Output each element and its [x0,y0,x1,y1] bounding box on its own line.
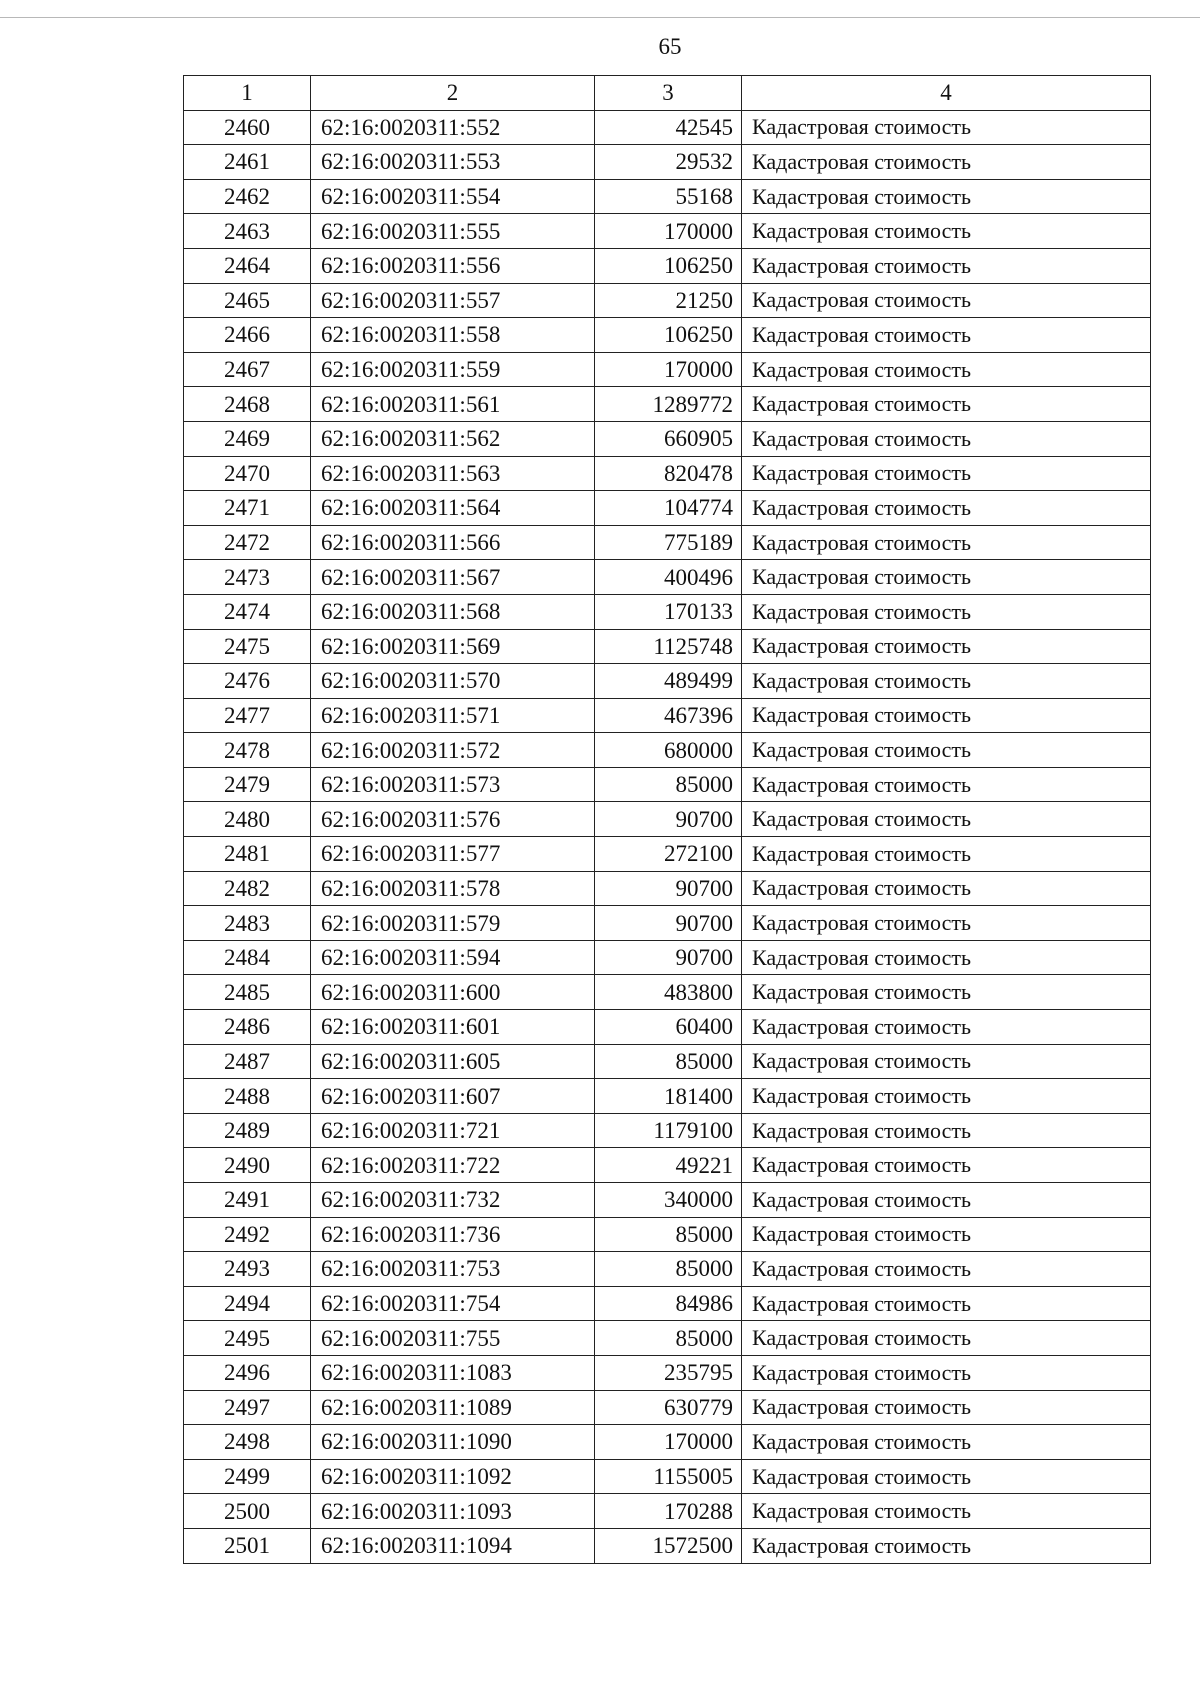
cost-value-cell: 680000 [595,733,742,768]
table-row [184,387,1151,422]
cost-value-cell: 106250 [595,248,742,283]
table-row [184,248,1151,283]
cost-value-cell: 170000 [595,1425,742,1460]
value-type-cell: Кадастровая стоимость [742,1252,1151,1287]
cost-value-cell: 170133 [595,594,742,629]
row-number-cell: 2465 [184,283,311,318]
table-row [184,837,1151,872]
cost-value-cell: 340000 [595,1183,742,1218]
row-number-cell: 2461 [184,145,311,180]
table-row [184,560,1151,595]
row-number-cell: 2488 [184,1079,311,1114]
cadastral-number-cell: 62:16:0020311:1090 [311,1425,595,1460]
table-row [184,975,1151,1010]
value-type-cell: Кадастровая стоимость [742,1148,1151,1183]
cadastral-number-cell: 62:16:0020311:553 [311,145,595,180]
table-row [184,906,1151,941]
column-header-1: 1 [184,76,311,111]
table-row [184,525,1151,560]
table-row [184,733,1151,768]
value-type-cell: Кадастровая стоимость [742,1286,1151,1321]
cadastral-number-cell: 62:16:0020311:577 [311,837,595,872]
table-row [184,802,1151,837]
cadastral-number-cell: 62:16:0020311:572 [311,733,595,768]
row-number-cell: 2487 [184,1044,311,1079]
value-type-cell: Кадастровая стоимость [742,871,1151,906]
value-type-cell: Кадастровая стоимость [742,1010,1151,1045]
table-row [184,421,1151,456]
cost-value-cell: 90700 [595,940,742,975]
cadastral-number-cell: 62:16:0020311:753 [311,1252,595,1287]
table-row [184,1321,1151,1356]
row-number-cell: 2493 [184,1252,311,1287]
table-row [184,1355,1151,1390]
table-row [184,1494,1151,1529]
cadastral-number-cell: 62:16:0020311:578 [311,871,595,906]
value-type-cell: Кадастровая стоимость [742,975,1151,1010]
value-type-cell: Кадастровая стоимость [742,318,1151,353]
row-number-cell: 2484 [184,940,311,975]
value-type-cell: Кадастровая стоимость [742,179,1151,214]
value-type-cell: Кадастровая стоимость [742,1528,1151,1563]
table-row [184,1010,1151,1045]
value-type-cell: Кадастровая стоимость [742,1425,1151,1460]
cadastral-number-cell: 62:16:0020311:563 [311,456,595,491]
cost-value-cell: 85000 [595,1252,742,1287]
cadastral-number-cell: 62:16:0020311:1089 [311,1390,595,1425]
value-type-cell: Кадастровая стоимость [742,387,1151,422]
row-number-cell: 2490 [184,1148,311,1183]
row-number-cell: 2464 [184,248,311,283]
cost-value-cell: 235795 [595,1355,742,1390]
value-type-cell: Кадастровая стоимость [742,802,1151,837]
column-header-2: 2 [311,76,595,111]
table-row [184,110,1151,145]
value-type-cell: Кадастровая стоимость [742,145,1151,180]
value-type-cell: Кадастровая стоимость [742,456,1151,491]
table-row [184,318,1151,353]
row-number-cell: 2463 [184,214,311,249]
value-type-cell: Кадастровая стоимость [742,733,1151,768]
cadastral-number-cell: 62:16:0020311:561 [311,387,595,422]
value-type-cell: Кадастровая стоимость [742,525,1151,560]
table-row [184,491,1151,526]
table-row [184,1079,1151,1114]
row-number-cell: 2501 [184,1528,311,1563]
row-number-cell: 2485 [184,975,311,1010]
value-type-cell: Кадастровая стоимость [742,940,1151,975]
row-number-cell: 2483 [184,906,311,941]
table-row [184,940,1151,975]
cost-value-cell: 170288 [595,1494,742,1529]
column-header-4: 4 [742,76,1151,111]
cadastral-number-cell: 62:16:0020311:605 [311,1044,595,1079]
cost-value-cell: 85000 [595,1321,742,1356]
table-row [184,1286,1151,1321]
cadastral-number-cell: 62:16:0020311:571 [311,698,595,733]
scan-top-edge [0,17,1200,18]
table-row [184,1113,1151,1148]
value-type-cell: Кадастровая стоимость [742,906,1151,941]
page-number: 65 [658,34,682,59]
cadastral-number-cell: 62:16:0020311:566 [311,525,595,560]
cost-value-cell: 90700 [595,871,742,906]
row-number-cell: 2475 [184,629,311,664]
table-row [184,664,1151,699]
cost-value-cell: 55168 [595,179,742,214]
table-row [184,283,1151,318]
cadastral-number-cell: 62:16:0020311:564 [311,491,595,526]
cadastral-number-cell: 62:16:0020311:555 [311,214,595,249]
value-type-cell: Кадастровая стоимость [742,837,1151,872]
value-type-cell: Кадастровая стоимость [742,767,1151,802]
row-number-cell: 2470 [184,456,311,491]
cost-value-cell: 49221 [595,1148,742,1183]
value-type-cell: Кадастровая стоимость [742,283,1151,318]
cadastral-number-cell: 62:16:0020311:554 [311,179,595,214]
cadastral-number-cell: 62:16:0020311:1083 [311,1355,595,1390]
cadastral-number-cell: 62:16:0020311:755 [311,1321,595,1356]
cadastral-table [183,75,1151,1564]
value-type-cell: Кадастровая стоимость [742,1113,1151,1148]
row-number-cell: 2489 [184,1113,311,1148]
row-number-cell: 2477 [184,698,311,733]
cost-value-cell: 1289772 [595,387,742,422]
row-number-cell: 2482 [184,871,311,906]
row-number-cell: 2480 [184,802,311,837]
table-row [184,1390,1151,1425]
value-type-cell: Кадастровая стоимость [742,1183,1151,1218]
cadastral-number-cell: 62:16:0020311:594 [311,940,595,975]
table-header-row [184,76,1151,111]
row-number-cell: 2467 [184,352,311,387]
cost-value-cell: 1179100 [595,1113,742,1148]
row-number-cell: 2472 [184,525,311,560]
table-row [184,1459,1151,1494]
cost-value-cell: 21250 [595,283,742,318]
table-row [184,871,1151,906]
cadastral-number-cell: 62:16:0020311:1094 [311,1528,595,1563]
row-number-cell: 2495 [184,1321,311,1356]
cadastral-number-cell: 62:16:0020311:556 [311,248,595,283]
table-row [184,179,1151,214]
cadastral-number-cell: 62:16:0020311:1092 [311,1459,595,1494]
cost-value-cell: 775189 [595,525,742,560]
value-type-cell: Кадастровая стоимость [742,1217,1151,1252]
value-type-cell: Кадастровая стоимость [742,594,1151,629]
cadastral-number-cell: 62:16:0020311:579 [311,906,595,941]
value-type-cell: Кадастровая стоимость [742,1079,1151,1114]
table-row [184,1044,1151,1079]
cadastral-number-cell: 62:16:0020311:1093 [311,1494,595,1529]
table-row [184,145,1151,180]
row-number-cell: 2499 [184,1459,311,1494]
cost-value-cell: 1125748 [595,629,742,664]
row-number-cell: 2468 [184,387,311,422]
cadastral-number-cell: 62:16:0020311:607 [311,1079,595,1114]
value-type-cell: Кадастровая стоимость [742,421,1151,456]
cost-value-cell: 467396 [595,698,742,733]
value-type-cell: Кадастровая стоимость [742,214,1151,249]
table-body [184,110,1151,1563]
table-row [184,352,1151,387]
cost-value-cell: 60400 [595,1010,742,1045]
cadastral-number-cell: 62:16:0020311:570 [311,664,595,699]
cadastral-number-cell: 62:16:0020311:732 [311,1183,595,1218]
table-row [184,1252,1151,1287]
row-number-cell: 2476 [184,664,311,699]
row-number-cell: 2486 [184,1010,311,1045]
cost-value-cell: 1155005 [595,1459,742,1494]
table-row [184,214,1151,249]
row-number-cell: 2497 [184,1390,311,1425]
row-number-cell: 2462 [184,179,311,214]
cost-value-cell: 29532 [595,145,742,180]
value-type-cell: Кадастровая стоимость [742,629,1151,664]
cost-value-cell: 630779 [595,1390,742,1425]
value-type-cell: Кадастровая стоимость [742,110,1151,145]
cost-value-cell: 483800 [595,975,742,1010]
table-row [184,594,1151,629]
cadastral-table-container [183,75,1150,1564]
row-number-cell: 2473 [184,560,311,595]
row-number-cell: 2466 [184,318,311,353]
row-number-cell: 2479 [184,767,311,802]
row-number-cell: 2491 [184,1183,311,1218]
row-number-cell: 2478 [184,733,311,768]
row-number-cell: 2469 [184,421,311,456]
cost-value-cell: 272100 [595,837,742,872]
cost-value-cell: 400496 [595,560,742,595]
row-number-cell: 2492 [184,1217,311,1252]
value-type-cell: Кадастровая стоимость [742,1390,1151,1425]
value-type-cell: Кадастровая стоимость [742,1459,1151,1494]
table-row [184,767,1151,802]
cadastral-number-cell: 62:16:0020311:568 [311,594,595,629]
cost-value-cell: 42545 [595,110,742,145]
row-number-cell: 2471 [184,491,311,526]
table-row [184,1148,1151,1183]
cost-value-cell: 104774 [595,491,742,526]
cadastral-number-cell: 62:16:0020311:601 [311,1010,595,1045]
cost-value-cell: 84986 [595,1286,742,1321]
cost-value-cell: 85000 [595,1217,742,1252]
cadastral-number-cell: 62:16:0020311:552 [311,110,595,145]
cadastral-number-cell: 62:16:0020311:558 [311,318,595,353]
cadastral-number-cell: 62:16:0020311:573 [311,767,595,802]
table-row [184,1425,1151,1460]
row-number-cell: 2496 [184,1355,311,1390]
row-number-cell: 2498 [184,1425,311,1460]
value-type-cell: Кадастровая стоимость [742,1044,1151,1079]
row-number-cell: 2474 [184,594,311,629]
value-type-cell: Кадастровая стоимость [742,352,1151,387]
cost-value-cell: 820478 [595,456,742,491]
row-number-cell: 2494 [184,1286,311,1321]
value-type-cell: Кадастровая стоимость [742,698,1151,733]
cost-value-cell: 170000 [595,352,742,387]
row-number-cell: 2500 [184,1494,311,1529]
cost-value-cell: 85000 [595,1044,742,1079]
table-row [184,456,1151,491]
cadastral-number-cell: 62:16:0020311:557 [311,283,595,318]
cost-value-cell: 170000 [595,214,742,249]
cadastral-number-cell: 62:16:0020311:562 [311,421,595,456]
cost-value-cell: 489499 [595,664,742,699]
cost-value-cell: 90700 [595,802,742,837]
column-header-3: 3 [595,76,742,111]
table-row [184,1217,1151,1252]
table-row [184,1528,1151,1563]
cadastral-number-cell: 62:16:0020311:559 [311,352,595,387]
table-row [184,1183,1151,1218]
cost-value-cell: 90700 [595,906,742,941]
cost-value-cell: 181400 [595,1079,742,1114]
value-type-cell: Кадастровая стоимость [742,1494,1151,1529]
cadastral-number-cell: 62:16:0020311:569 [311,629,595,664]
table-row [184,698,1151,733]
value-type-cell: Кадастровая стоимость [742,491,1151,526]
value-type-cell: Кадастровая стоимость [742,1321,1151,1356]
cost-value-cell: 660905 [595,421,742,456]
cost-value-cell: 1572500 [595,1528,742,1563]
cost-value-cell: 106250 [595,318,742,353]
cadastral-number-cell: 62:16:0020311:754 [311,1286,595,1321]
cadastral-number-cell: 62:16:0020311:736 [311,1217,595,1252]
value-type-cell: Кадастровая стоимость [742,560,1151,595]
row-number-cell: 2460 [184,110,311,145]
cadastral-number-cell: 62:16:0020311:721 [311,1113,595,1148]
cadastral-number-cell: 62:16:0020311:600 [311,975,595,1010]
cost-value-cell: 85000 [595,767,742,802]
cadastral-number-cell: 62:16:0020311:722 [311,1148,595,1183]
cadastral-number-cell: 62:16:0020311:567 [311,560,595,595]
value-type-cell: Кадастровая стоимость [742,1355,1151,1390]
table-header [184,76,1151,111]
value-type-cell: Кадастровая стоимость [742,248,1151,283]
value-type-cell: Кадастровая стоимость [742,664,1151,699]
table-row [184,629,1151,664]
cadastral-number-cell: 62:16:0020311:576 [311,802,595,837]
row-number-cell: 2481 [184,837,311,872]
